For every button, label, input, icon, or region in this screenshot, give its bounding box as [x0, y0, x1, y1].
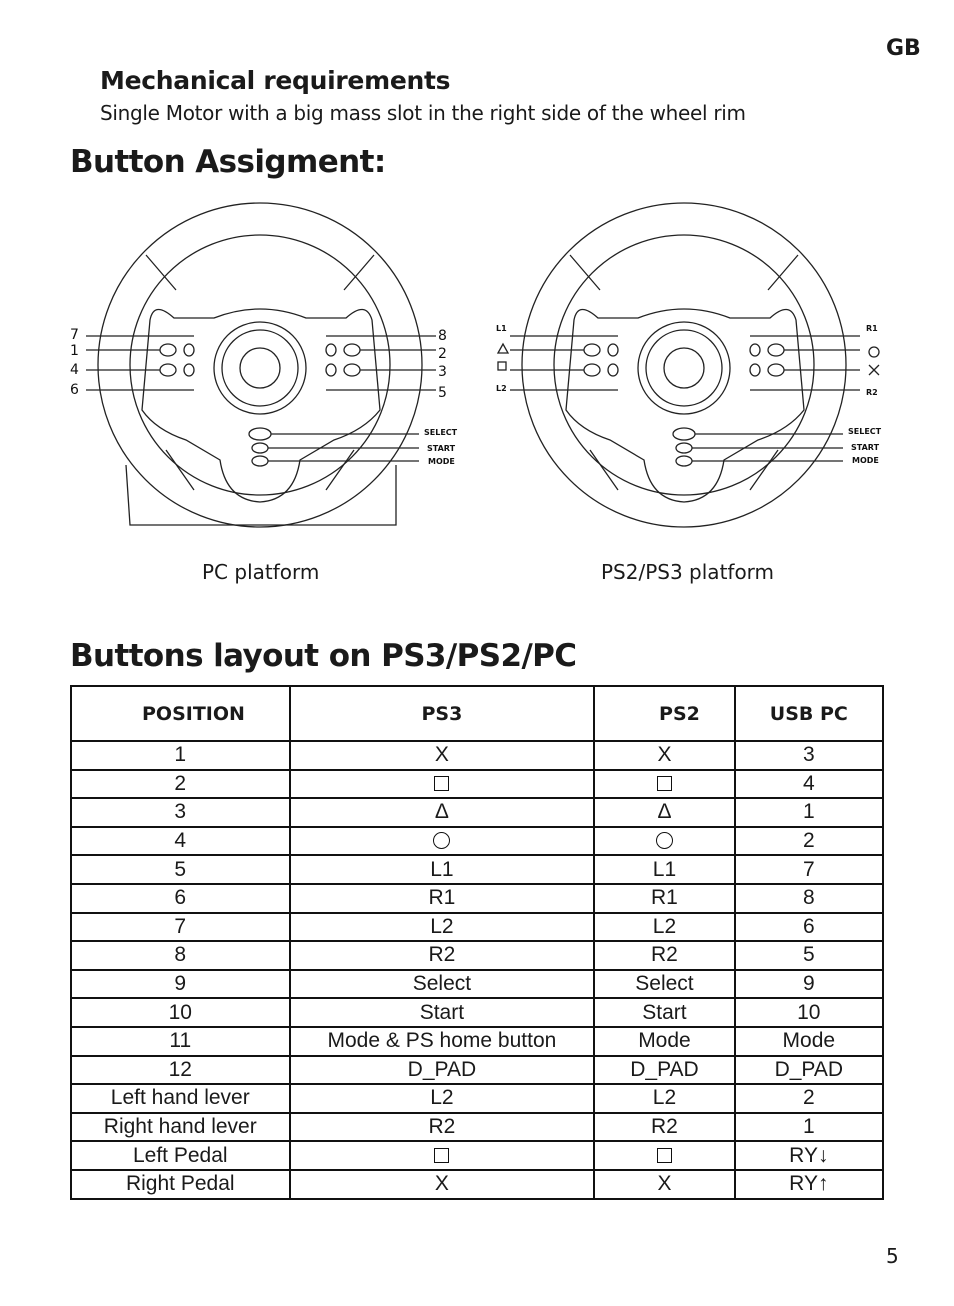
- table-row: [71, 998, 883, 1027]
- circle-icon: [869, 347, 879, 357]
- table-cell: 6: [735, 913, 883, 942]
- table-cell: Start: [594, 998, 734, 1027]
- pc-label-mode: MODE: [428, 457, 455, 466]
- table-cell: 2: [735, 827, 883, 856]
- table-row: [71, 770, 883, 799]
- table-row: [71, 1170, 883, 1199]
- table-cell: [290, 770, 595, 799]
- header-ps2: PS2: [594, 686, 734, 741]
- ps-label-l1: L1: [496, 324, 507, 333]
- table-cell: L1: [290, 855, 595, 884]
- table-cell: [290, 1141, 595, 1170]
- table-cell: Mode: [594, 1027, 734, 1056]
- table-row: [71, 855, 883, 884]
- table-cell: D_PAD: [290, 1056, 595, 1085]
- pc-label-select: SELECT: [424, 428, 458, 437]
- table-cell: Mode: [735, 1027, 883, 1056]
- table-cell: 2: [735, 1084, 883, 1113]
- ps-wheel-diagram: [488, 200, 898, 540]
- ps-label-r1: R1: [866, 324, 878, 333]
- ps-label-select: SELECT: [848, 427, 882, 436]
- table-cell: 10: [735, 998, 883, 1027]
- table-cell: 1: [71, 741, 290, 770]
- table-row: [71, 913, 883, 942]
- table-cell: D_PAD: [735, 1056, 883, 1085]
- table-cell: X: [594, 1170, 734, 1199]
- table-cell: Left Pedal: [71, 1141, 290, 1170]
- triangle-icon: [498, 344, 508, 353]
- ps-label-l2: L2: [496, 384, 507, 393]
- table-cell: R1: [290, 884, 595, 913]
- table-cell: 5: [735, 941, 883, 970]
- table-cell: Left hand lever: [71, 1084, 290, 1113]
- table-row: [71, 884, 883, 913]
- pc-platform-caption: PC platform: [202, 560, 320, 584]
- table-cell: D_PAD: [594, 1056, 734, 1085]
- table-cell: 7: [71, 913, 290, 942]
- pc-label-right-3: 3: [438, 364, 447, 380]
- table-cell: 2: [71, 770, 290, 799]
- table-cell: 10: [71, 998, 290, 1027]
- header-ps3: PS3: [290, 686, 595, 741]
- pc-label-left-1: 7: [70, 327, 79, 343]
- button-assignment-title: Button Assigment:: [70, 144, 386, 180]
- table-cell: L2: [594, 1084, 734, 1113]
- mechanical-text: Single Motor with a big mass slot in the right side of the wheel rim: [100, 101, 746, 125]
- table-cell: 1: [735, 798, 883, 827]
- table-cell: 12: [71, 1056, 290, 1085]
- table-cell: R2: [290, 941, 595, 970]
- square-icon: [657, 776, 672, 791]
- ps-label-start: START: [851, 443, 880, 452]
- table-cell: [594, 1141, 734, 1170]
- table-cell: X: [290, 1170, 595, 1199]
- table-cell: L2: [594, 913, 734, 942]
- table-cell: 3: [735, 741, 883, 770]
- square-icon: [434, 776, 449, 791]
- pc-label-right-4: 5: [438, 385, 447, 401]
- table-cell: L2: [290, 913, 595, 942]
- table-row: [71, 941, 883, 970]
- table-header-row: [71, 686, 883, 741]
- table-cell: L1: [594, 855, 734, 884]
- table-cell: 9: [71, 970, 290, 999]
- table-cell: [290, 827, 595, 856]
- pc-label-start: START: [427, 444, 456, 453]
- table-row: [71, 1084, 883, 1113]
- page-number: 5: [886, 1244, 899, 1268]
- table-cell: Right hand lever: [71, 1113, 290, 1142]
- table-cell: 6: [71, 884, 290, 913]
- pc-label-left-3: 4: [70, 362, 79, 378]
- table-row: [71, 741, 883, 770]
- table-row: [71, 1141, 883, 1170]
- table-cell: 4: [71, 827, 290, 856]
- table-row: [71, 798, 883, 827]
- table-cell: Δ: [290, 798, 595, 827]
- pc-wheel-diagram: [64, 200, 474, 540]
- buttons-layout-table: [70, 685, 884, 1200]
- table-cell: R2: [594, 941, 734, 970]
- language-code: GB: [886, 36, 921, 61]
- table-cell: 9: [735, 970, 883, 999]
- table-cell: Start: [290, 998, 595, 1027]
- table-body: [71, 741, 883, 1199]
- circle-icon: [433, 832, 450, 849]
- table-cell: 3: [71, 798, 290, 827]
- table-cell: [594, 770, 734, 799]
- table-cell: RY↑: [735, 1170, 883, 1199]
- table-row: [71, 827, 883, 856]
- table-cell: R2: [290, 1113, 595, 1142]
- table-row: [71, 1113, 883, 1142]
- table-cell: Select: [594, 970, 734, 999]
- circle-icon: [656, 832, 673, 849]
- table-cell: 11: [71, 1027, 290, 1056]
- square-icon: [498, 362, 506, 370]
- header-usb-pc: USB PC: [735, 686, 883, 741]
- pc-label-right-1: 8: [438, 328, 447, 344]
- table-cell: 8: [71, 941, 290, 970]
- header-position: POSITION: [71, 686, 290, 741]
- table-cell: Mode & PS home button: [290, 1027, 595, 1056]
- table-row: [71, 1056, 883, 1085]
- table-cell: 5: [71, 855, 290, 884]
- square-icon: [657, 1148, 672, 1163]
- table-cell: Δ: [594, 798, 734, 827]
- table-cell: [594, 827, 734, 856]
- table-cell: Select: [290, 970, 595, 999]
- table-cell: L2: [290, 1084, 595, 1113]
- table-row: [71, 1027, 883, 1056]
- table-cell: 8: [735, 884, 883, 913]
- layout-title: Buttons layout on PS3/PS2/PC: [70, 638, 577, 674]
- table-cell: 7: [735, 855, 883, 884]
- pc-label-left-2: 1: [70, 343, 79, 359]
- cross-icon: [869, 365, 879, 375]
- table-row: [71, 970, 883, 999]
- table-cell: Right Pedal: [71, 1170, 290, 1199]
- ps-platform-caption: PS2/PS3 platform: [601, 560, 775, 584]
- table-cell: 1: [735, 1113, 883, 1142]
- pc-label-left-4: 6: [70, 382, 79, 398]
- table-cell: 4: [735, 770, 883, 799]
- ps-label-r2: R2: [866, 388, 878, 397]
- pc-label-right-2: 2: [438, 346, 447, 362]
- table-cell: R2: [594, 1113, 734, 1142]
- square-icon: [434, 1148, 449, 1163]
- table-cell: R1: [594, 884, 734, 913]
- table-cell: X: [290, 741, 595, 770]
- ps-label-mode: MODE: [852, 456, 879, 465]
- mechanical-title: Mechanical requirements: [100, 66, 451, 95]
- table-cell: RY↓: [735, 1141, 883, 1170]
- table-cell: X: [594, 741, 734, 770]
